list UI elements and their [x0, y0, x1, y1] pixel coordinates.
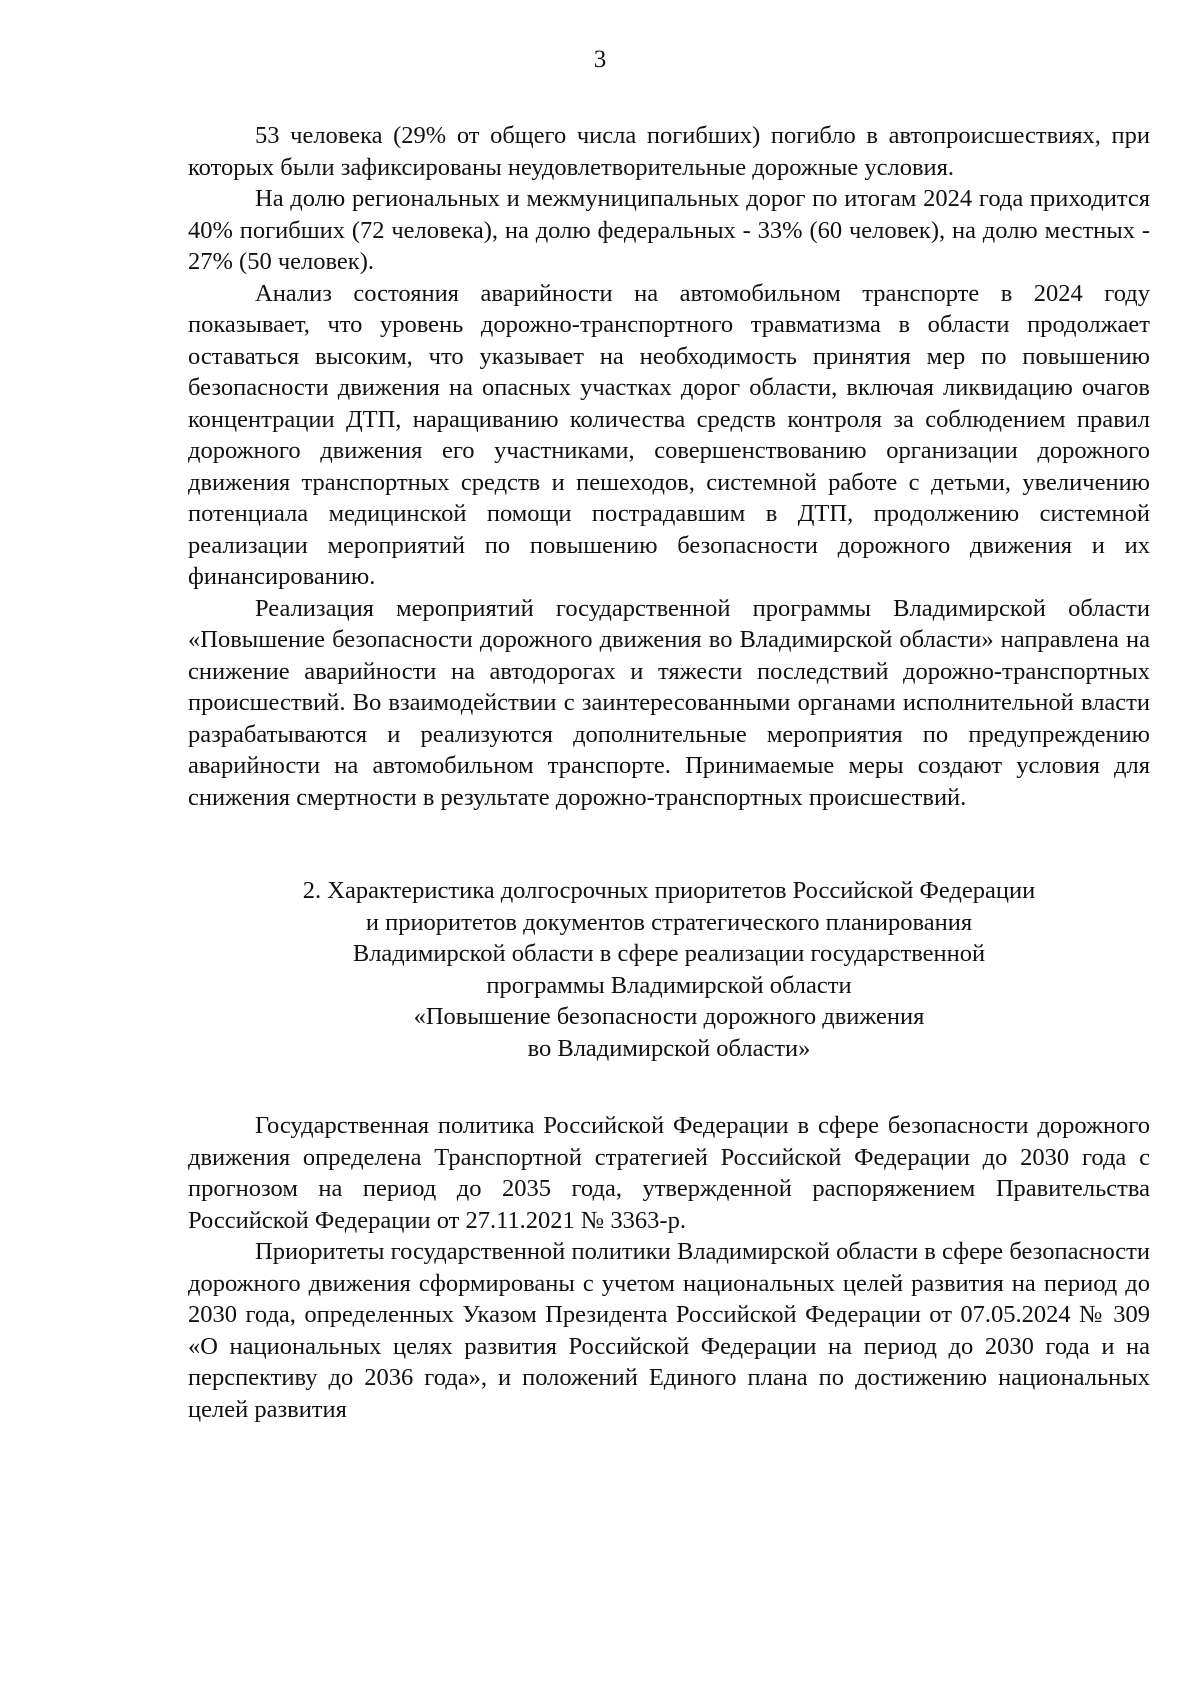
section-heading-line: и приоритетов документов стратегического планирования: [365, 908, 973, 936]
body-paragraph: Приоритеты государственной политики Владимирской области в сфере безопасности дорожного движения сформированы с учетом национальных целей развития на период до 2030 года, определенных Указом Президента Российской Федерации от 07.05.2024 № 309 «О национальных целях развития Российской Федерации на период до 2030 года и на перспективу до 2036 года», и положений Единого плана по достижению национальных целей развития: [188, 1238, 1150, 1423]
section-heading-line: 2. Характеристика долгосрочных приоритетов Российской Федерации: [302, 877, 1036, 904]
document-body: [188, 120, 1150, 1425]
body-paragraph: Реализация мероприятий государственной программы Владимирской области «Повышение безопасности дорожного движения во Владимирской области» направлена на снижение аварийности на автодорогах и тяжести последствий дорожно-транспортных происшествий. Во взаимодействии с заинтересованными органами исполнительной власти разрабатываются и реализуются дополнительные мероприятия по предупреждению аварийности на автомобильном транспорте. Принимаемые меры создают условия для снижения смертности в результате дорожно-транспортных происшествий.: [188, 594, 1150, 811]
section-heading: [229, 875, 1109, 1064]
section-heading-line: Владимирской области в сфере реализации государственной: [352, 940, 986, 967]
body-paragraph: 53 человека (29% от общего числа погибших) погибло в автопроисшествиях, при которых были зафиксированы неудовлетворительные дорожные условия.: [188, 122, 1150, 181]
page-number: 3: [593, 46, 607, 73]
section-heading-line: программы Владимирской области: [486, 971, 852, 999]
section-heading-line: во Владимирской области»: [527, 1034, 811, 1062]
body-paragraph: Анализ состояния аварийности на автомобильном транспорте в 2024 году показывает, что уровень дорожно-транспортного травматизма в области продолжает оставаться высоким, что указывает на необходимость принятия мер по повышению безопасности движения на опасных участках дорог области, включая ликвидацию очагов концентрации ДТП, наращиванию количества средств контроля за соблюдением правил дорожного движения его участниками, совершенствованию организации дорожного движения транспортных средств и пешеходов, системной работе с детьми, увеличению потенциала медицинской помощи пострадавшим в ДТП, продолжению системной реализации мероприятий по повышению безопасности дорожного движения и их финансированию.: [188, 279, 1150, 590]
body-paragraph: На долю региональных и межмуниципальных дорог по итогам 2024 года приходится 40% погибших (72 человека), на долю федеральных - 33% (60 человек), на долю местных - 27% (50 человек).: [188, 185, 1150, 275]
section-heading-line: «Повышение безопасности дорожного движения: [413, 1003, 925, 1030]
body-paragraph: Государственная политика Российской Федерации в сфере безопасности дорожного движения определена Транспортной стратегией Российской Федерации до 2030 года с прогнозом на период до 2035 года, утвержденной распоряжением Правительства Российской Федерации от 27.11.2021 № 3363-р.: [188, 1112, 1150, 1234]
